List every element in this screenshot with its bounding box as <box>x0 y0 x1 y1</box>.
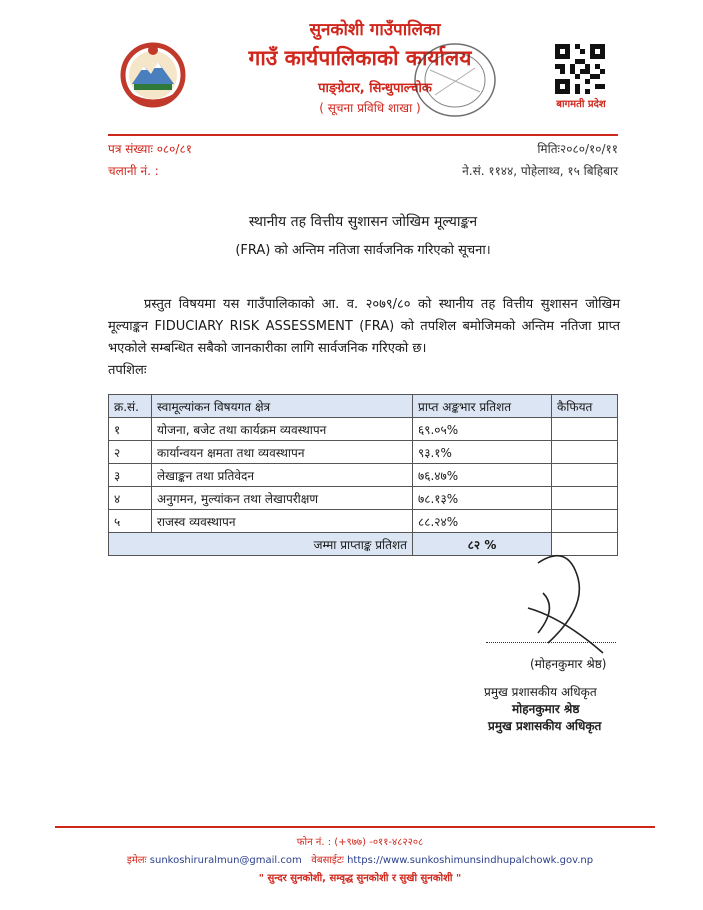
total-value: ८२ % <box>413 533 552 556</box>
cell-remarks <box>552 464 618 487</box>
signatory-title: प्रमुख प्रशासकीय अधिकृत <box>484 685 597 699</box>
cell-sn: ४ <box>109 487 152 510</box>
subject-line-2: (FRA) को अन्तिम नतिजा सार्वजनिक गरिएको सूचना। <box>235 243 491 258</box>
cell-area: अनुगमन, मुल्यांकन तथा लेखापरीक्षण <box>152 487 413 510</box>
cell-area: कार्यान्वयन क्षमता तथा व्यवस्थापन <box>152 441 413 464</box>
table-row <box>109 418 618 441</box>
municipality-name: सुनकोशी गाउँपालिका <box>309 20 441 40</box>
province-name: बागमती प्रदेश <box>556 99 606 110</box>
qr-code-icon <box>555 44 605 94</box>
fra-result-table <box>108 394 618 556</box>
signature-line <box>486 642 616 643</box>
cell-area: लेखाङ्कन तथा प्रतिवेदन <box>152 464 413 487</box>
cell-sn: १ <box>109 418 152 441</box>
nepal-emblem-icon <box>118 40 188 110</box>
office-address: पाङ्ग्रेटार, सिन्धुपाल्चोक <box>318 81 432 96</box>
cell-percent: ६९.०५% <box>413 418 552 441</box>
cell-area: राजस्व व्यवस्थापन <box>152 510 413 533</box>
website-label: वेबसाईटः <box>311 855 344 866</box>
tapasil-label: तपशिलः <box>108 363 147 378</box>
date: मितिः२०८०/१०/११ <box>537 142 618 156</box>
cell-sn: ३ <box>109 464 152 487</box>
email-label: इमेलः <box>126 855 147 866</box>
cell-percent: ९३.१% <box>413 441 552 464</box>
nepal-sambat-date: ने.सं. ११४४, पोहेलाथ्व, १५ बिहिबार <box>462 164 618 178</box>
col-remarks: कैफियत <box>552 395 618 418</box>
subject-line-1: स्थानीय तह वित्तीय सुशासन जोखिम मूल्याङ्कन <box>248 214 478 230</box>
header-divider <box>108 134 618 136</box>
table-row <box>109 441 618 464</box>
footer-slogan: " सुन्दर सुनकोशी, सम्वृद्ध सुनकोशी र सुखी सुनकोशी " <box>258 873 462 884</box>
cell-percent: ७८.१३% <box>413 487 552 510</box>
table-row <box>109 510 618 533</box>
cell-percent: ७६.४७% <box>413 464 552 487</box>
chalani-number: चलानी नं. : <box>108 164 159 178</box>
seal-name: मोहनकुमार श्रेष्ठ <box>512 702 580 716</box>
table-row <box>109 487 618 510</box>
cell-remarks <box>552 510 618 533</box>
footer-divider <box>55 826 655 828</box>
cell-sn: २ <box>109 441 152 464</box>
col-area: स्वामूल्यांकन विषयगत क्षेत्र <box>152 395 413 418</box>
cell-percent: ८८.२४% <box>413 510 552 533</box>
office-name: गाउँ कार्यपालिकाको कार्यालय <box>248 46 472 70</box>
seal-title: प्रमुख प्रशासकीय अधिकृत <box>488 719 602 733</box>
website-link[interactable]: https://www.sunkoshimunsindhupalchowk.gov.np <box>347 855 594 866</box>
table-header-row <box>109 395 618 418</box>
cell-sn: ५ <box>109 510 152 533</box>
footer-phone: फोन नं. : (+९७७) -०११-४८२२०८ <box>296 837 424 848</box>
table-row <box>109 464 618 487</box>
section-name: ( सूचना प्रविधि शाखा ) <box>319 101 421 115</box>
col-sn: क्र.सं. <box>109 395 152 418</box>
cell-remarks <box>552 418 618 441</box>
footer-contact <box>80 852 640 866</box>
cell-area: योजना, बजेट तथा कार्यक्रम व्यवस्थापन <box>152 418 413 441</box>
office-stamp-icon <box>410 40 500 120</box>
col-percent: प्राप्त अङ्कभार प्रतिशत <box>413 395 552 418</box>
cell-remarks <box>552 441 618 464</box>
body-paragraph: प्रस्तुत विषयमा यस गाउँपालिकाको आ. व. २०७९/८० को स्थानीय तह वित्तीय सुशासन जोखिम मूल्याङ्कन FIDUCIARY RISK ASSESSMENT (FRA) को तपशिल बमोजिमको अन्तिम नतिजा प्राप्त भएकोले सम्बन्धित सबैको जानकारीका लागि सार्वजनिक गरिएको छ। <box>108 297 620 356</box>
total-label: जम्मा प्राप्ताङ्क प्रतिशत <box>109 533 413 556</box>
cell-remarks <box>552 487 618 510</box>
patra-sankhya: पत्र संख्याः ०८०/८१ <box>108 142 192 156</box>
email-link[interactable]: sunkoshiruralmun@gmail.com <box>149 855 302 866</box>
signatory-name: (मोहनकुमार श्रेष्ठ) <box>530 657 607 671</box>
